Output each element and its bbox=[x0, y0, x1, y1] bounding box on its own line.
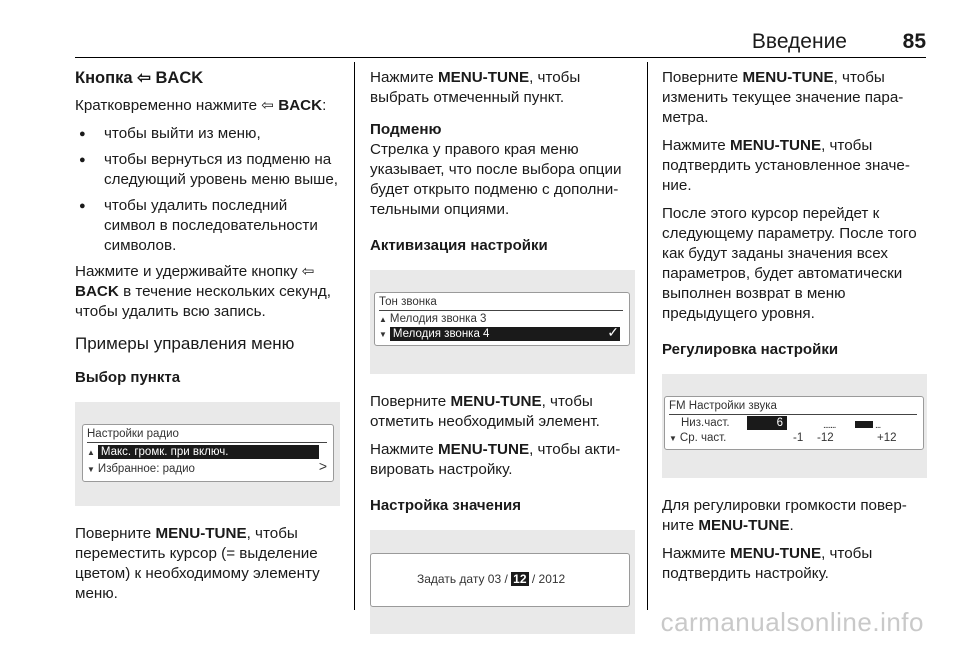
press-text bbox=[370, 440, 635, 480]
press-text bbox=[370, 68, 635, 108]
watermark: carmanualsonline.info bbox=[660, 607, 924, 637]
activate-title: Активизация настройки bbox=[370, 237, 548, 254]
menu-tune-key: MENU-TUNE bbox=[729, 545, 822, 562]
turn-suffix: , чтобы переместить курсор (= выделение цветом) к необходимому элементу меню. bbox=[75, 525, 320, 602]
back-intro bbox=[75, 96, 340, 116]
screen-item-selected bbox=[87, 445, 327, 460]
screen-item bbox=[379, 312, 486, 327]
back-intro-suffix: : bbox=[322, 97, 327, 114]
arrow-up-icon: ▲ bbox=[379, 315, 387, 324]
page-title: Введение bbox=[751, 30, 847, 53]
menu-tune-key: MENU-TUNE bbox=[698, 517, 790, 534]
screen-ringtone bbox=[370, 270, 635, 374]
submenu-title: Подменю bbox=[370, 121, 442, 138]
screen-rule bbox=[379, 310, 623, 311]
screen-item-selected bbox=[379, 324, 623, 342]
screen-date bbox=[370, 530, 635, 634]
turn-text bbox=[662, 68, 927, 128]
header-rule bbox=[75, 57, 926, 58]
screen-title: Настройки радио bbox=[87, 428, 179, 440]
press-prefix: Нажмите bbox=[662, 545, 730, 562]
press-text bbox=[662, 544, 927, 584]
hold-prefix: Нажмите и удерживайте кнопку ⇦ bbox=[75, 263, 315, 280]
arrow-down-icon: ▼ bbox=[379, 330, 387, 339]
submenu-text: Стрелка у правого края меню указывает, что после выбора опции будет открыто подменю с дополнительными опциями. bbox=[370, 141, 622, 218]
screen-item-label: Макс. громк. при включ. bbox=[98, 445, 319, 459]
arrow-up-icon: ▲ bbox=[87, 448, 95, 457]
menu-tune-key: MENU-TUNE bbox=[155, 525, 247, 542]
column-1 bbox=[75, 62, 340, 612]
screen-panel bbox=[82, 424, 334, 482]
screen-title: FM Настройки звука bbox=[669, 400, 777, 412]
column-3 bbox=[662, 62, 927, 592]
screen-panel bbox=[664, 396, 924, 450]
back-key: BACK bbox=[75, 283, 119, 300]
list-item: ● чтобы выйти из меню, bbox=[75, 124, 340, 144]
subsection-title: Выбор пункта bbox=[75, 369, 181, 386]
turn-text bbox=[75, 524, 340, 604]
scale-value-current: -1 bbox=[793, 432, 804, 444]
date-selected-field: 12 bbox=[513, 572, 527, 586]
column-divider-2 bbox=[647, 62, 648, 610]
press-suffix: , чтобы активировать настройку. bbox=[370, 441, 621, 478]
screen-row-mid bbox=[669, 431, 726, 446]
column-divider-1 bbox=[354, 62, 355, 610]
menu-tune-key: MENU-TUNE bbox=[450, 393, 542, 410]
adjust-title: Регулировка настройки bbox=[662, 341, 839, 358]
arrow-down-icon: ▼ bbox=[87, 465, 95, 474]
back-bullets bbox=[75, 124, 340, 256]
value-title: Настройка значения bbox=[370, 497, 521, 514]
page-number: 85 bbox=[902, 30, 926, 53]
date-suffix: / 2012 bbox=[528, 572, 566, 586]
level-scale-dots: ... bbox=[875, 420, 881, 431]
menu-tune-key: MENU-TUNE bbox=[742, 69, 834, 86]
date-prefix: Задать дату 03 / bbox=[417, 572, 512, 586]
turn-suffix: , чтобы отметить необходимый элемент. bbox=[370, 393, 600, 430]
turn-prefix: Поверните bbox=[75, 525, 156, 542]
screen-radio-settings bbox=[75, 402, 340, 506]
menu-tune-key: MENU-TUNE bbox=[437, 69, 530, 86]
date-value bbox=[417, 572, 565, 586]
screen-row-mid-label: Ср. част. bbox=[679, 432, 727, 444]
checkmark-icon: ✓ bbox=[607, 324, 619, 340]
back-key: BACK bbox=[278, 97, 323, 114]
menu-tune-key: MENU-TUNE bbox=[437, 441, 530, 458]
screen-item-label: Избранное: радио bbox=[97, 463, 195, 475]
press-prefix: Нажмите bbox=[662, 137, 730, 154]
list-item: ● чтобы вернуться из подменю на следующий уровень меню выше, bbox=[75, 150, 340, 190]
screen-rule bbox=[669, 414, 917, 415]
screen-item-label: Мелодия звонка 4 bbox=[390, 327, 620, 341]
press-suffix: , чтобы выбрать отмеченный пункт. bbox=[370, 69, 581, 106]
level-scale-marker bbox=[855, 421, 873, 428]
press-suffix: , чтобы подтвердить настройку. bbox=[662, 545, 873, 582]
screen-panel bbox=[374, 292, 630, 346]
volume-text bbox=[662, 496, 927, 536]
list-item: ● чтобы удалить последний символ в последовательности символов. bbox=[75, 196, 340, 256]
menu-tune-key: MENU-TUNE bbox=[729, 137, 822, 154]
volume-prefix: Для регулировки громкости поверните bbox=[662, 497, 907, 534]
section-title: Примеры управления меню bbox=[75, 334, 295, 353]
screen-item-label: Мелодия звонка 3 bbox=[389, 313, 487, 325]
press-prefix: Нажмите bbox=[370, 69, 438, 86]
turn-prefix: Поверните bbox=[662, 69, 743, 86]
press-prefix: Нажмите bbox=[370, 441, 438, 458]
volume-suffix: . bbox=[789, 517, 794, 534]
after-text: После этого курсор перейдет к следующему параметру. После того как будут заданы значения всех параметров, будет автоматически выполнен возврат в меню предыдущего уровня. bbox=[662, 205, 917, 322]
level-scale-dots: ....... bbox=[823, 420, 836, 431]
screen-panel bbox=[370, 553, 630, 607]
press-suffix: , чтобы подтвердить установленное значение. bbox=[662, 137, 910, 194]
arrow-down-icon: ▼ bbox=[669, 434, 677, 443]
screen-row-bass-value: 6 bbox=[747, 416, 787, 430]
back-intro-text: Кратковременно нажмите ⇦ bbox=[75, 97, 279, 114]
turn-prefix: Поверните bbox=[370, 393, 451, 410]
turn-text bbox=[370, 392, 635, 432]
screen-rule bbox=[87, 442, 327, 443]
back-hold-text bbox=[75, 262, 340, 322]
column-2 bbox=[370, 62, 635, 652]
scale-min-value: -12 bbox=[817, 432, 834, 444]
screen-item bbox=[87, 462, 195, 477]
press-text bbox=[662, 136, 927, 196]
hold-suffix: в течение нескольких секунд, чтобы удалить всю запись. bbox=[75, 283, 331, 320]
turn-suffix: , чтобы изменить текущее значение параметра. bbox=[662, 69, 904, 126]
screen-title: Тон звонка bbox=[379, 296, 437, 308]
chevron-right-icon: > bbox=[318, 458, 327, 474]
scale-max-value: +12 bbox=[877, 432, 897, 444]
chevron-right-icon: > bbox=[318, 441, 327, 457]
screen-fm-sound bbox=[662, 374, 927, 478]
screen-row-bass-label: Низ.част. bbox=[681, 417, 730, 429]
back-heading: Кнопка ⇦ BACK bbox=[75, 69, 204, 87]
